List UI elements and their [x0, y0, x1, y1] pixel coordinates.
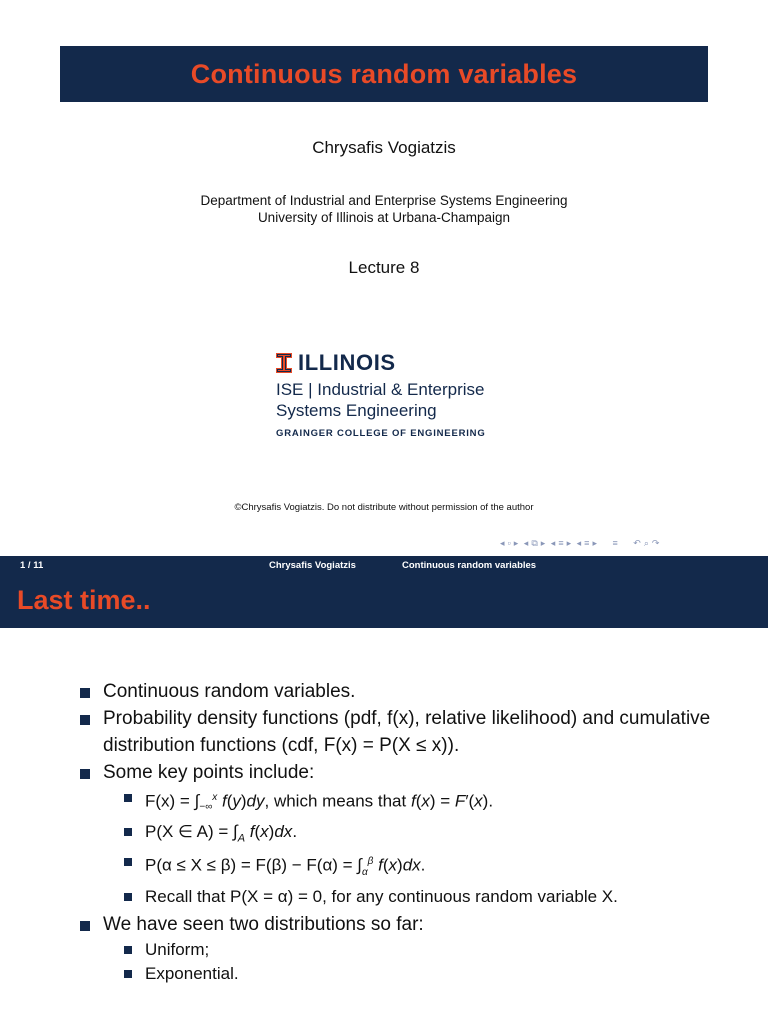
nav-section-icon[interactable]: ≡	[558, 538, 564, 548]
slide-title: Last time..	[17, 585, 151, 615]
list-item: We have seen two distributions so far:	[80, 911, 720, 938]
logo-department-line1: ISE | Industrial & Enterprise	[276, 380, 485, 399]
nav-search-icon[interactable]: ⌕	[643, 538, 649, 548]
sub-list-item: Recall that P(X = α) = 0, for any continuous random variable X.	[80, 885, 720, 909]
list-item: Continuous random variables.	[80, 678, 720, 705]
page-counter: 1 / 11	[20, 560, 44, 571]
nav-forward-icon[interactable]: ↷	[651, 538, 660, 548]
affiliation	[0, 192, 768, 226]
illinois-ise-logo	[276, 350, 516, 446]
content-slide	[0, 556, 768, 1024]
sub-list-item: F(x) = ∫−∞$^x$ f(y)dy, which means that f(x) = F′(x).	[80, 786, 720, 820]
square-bullet-icon	[80, 715, 90, 725]
list-item: Probability density functions (pdf, f(x), relative likelihood) and cumulative distribution functions (cdf, F(x) = P(X ≤ x)).	[80, 705, 720, 759]
square-bullet-icon	[124, 946, 132, 954]
nav-left-section-icon[interactable]: ◂	[550, 538, 556, 548]
nav-right-doc-icon[interactable]: ▸	[592, 538, 597, 548]
sub-list-item: P(X ∈ $A) = \int_A$ f(x)dx.	[80, 820, 720, 850]
nav-right-section-icon[interactable]: ▸	[566, 538, 572, 548]
logo-wordmark: ILLINOIS	[298, 350, 396, 375]
slide-footer	[0, 556, 768, 574]
footer-title: Continuous random variables	[402, 560, 537, 571]
nav-subsection-icon[interactable]: ⧉	[531, 538, 538, 548]
sub-list-item: Uniform;	[80, 938, 720, 962]
sub-list-item: $P(\alpha \le X \le \beta) = F(\beta) - F(\alpha) = \int_\alpha^\beta$ f(x)dx.	[80, 850, 720, 885]
author-name: Chrysafis Vogiatzis	[312, 138, 456, 157]
nav-left-frame-icon[interactable]: ◂	[500, 538, 505, 548]
frame-title-bar	[0, 574, 768, 628]
university: University of Illinois at Urbana-Champaign	[257, 210, 511, 225]
sub-list-item: Exponential.	[80, 962, 720, 986]
block-i-icon	[276, 353, 292, 373]
square-bullet-icon	[124, 893, 132, 901]
square-bullet-icon	[124, 970, 132, 978]
nav-doc-icon[interactable]: ≡	[584, 538, 590, 548]
nav-frame-icon[interactable]: ▫	[507, 538, 511, 548]
square-bullet-icon	[80, 769, 90, 779]
department: Department of Industrial and Enterprise Systems Engineering	[200, 193, 568, 208]
nav-back-icon[interactable]: ↶	[633, 538, 641, 548]
nav-align-icon[interactable]: ≡	[612, 538, 618, 548]
nav-right-frame-icon[interactable]: ▸	[513, 538, 519, 548]
nav-left-doc-icon[interactable]: ◂	[576, 538, 582, 548]
logo-department-line2: Systems Engineering	[276, 401, 437, 420]
square-bullet-icon	[80, 921, 90, 931]
square-bullet-icon	[124, 794, 132, 802]
nav-right-subsection-icon[interactable]: ▸	[540, 538, 546, 548]
title-banner	[60, 46, 708, 102]
logo-college: GRAINGER COLLEGE OF ENGINEERING	[276, 428, 486, 439]
square-bullet-icon	[80, 688, 90, 698]
nav-left-subsection-icon[interactable]: ◂	[523, 538, 529, 548]
list-item: Some key points include:	[80, 759, 720, 786]
lecture-number: Lecture 8	[348, 258, 420, 277]
presentation-title: Continuous random variables	[190, 58, 578, 89]
square-bullet-icon	[124, 828, 132, 836]
square-bullet-icon	[124, 858, 132, 866]
copyright-notice: ©Chrysafis Vogiatzis. Do not distribute without permission of the author	[234, 502, 534, 513]
footer-author: Chrysafis Vogiatzis	[269, 560, 356, 571]
beamer-navigation-bar	[500, 538, 762, 550]
slide-content	[80, 678, 720, 986]
